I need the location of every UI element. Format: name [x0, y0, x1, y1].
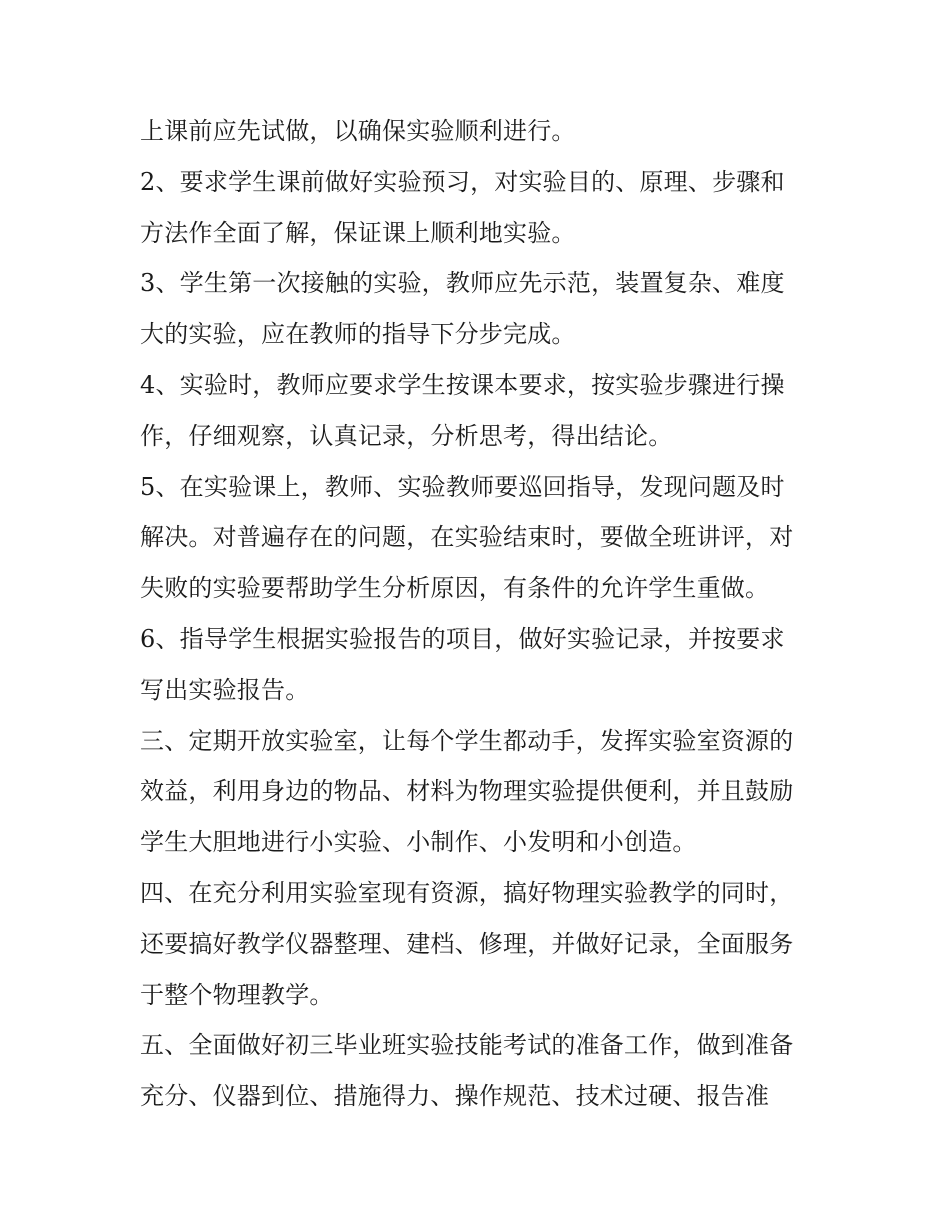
text-line: 三、定期开放实验室，让每个学生都动手，发挥实验室资源的: [140, 726, 794, 755]
text-line: 4、实验时，教师应要求学生按课本要求，按实验步骤进行操: [140, 370, 785, 399]
text-line: 四、在充分利用实验室现有资源，搞好物理实验教学的同时，: [140, 878, 794, 907]
text-line: 效益，利用身边的物品、材料为物理实验提供便利，并且鼓励: [140, 777, 794, 806]
text-line: 方法作全面了解，保证课上顺利地实验。: [140, 218, 576, 247]
text-line: 大的实验，应在教师的指导下分步完成。: [140, 320, 576, 349]
text-line: 5、在实验课上，教师、实验教师要巡回指导，发现问题及时: [140, 472, 785, 501]
text-line: 于整个物理教学。: [140, 980, 334, 1009]
text-line: 学生大胆地进行小实验、小制作、小发明和小创造。: [140, 828, 697, 857]
text-line: 五、全面做好初三毕业班实验技能考试的准备工作，做到准备: [140, 1031, 794, 1060]
text-line: 3、学生第一次接触的实验，教师应先示范，装置复杂、难度: [140, 269, 785, 298]
text-line: 6、指导学生根据实验报告的项目，做好实验记录，并按要求: [140, 624, 785, 653]
text-line: 充分、仪器到位、措施得力、操作规范、技术过硬、报告准: [140, 1082, 770, 1111]
text-line: 写出实验报告。: [140, 675, 310, 704]
text-line: 解决。对普遍存在的问题，在实验结束时，要做全班讲评，对: [140, 523, 794, 552]
text-line: 作，仔细观察，认真记录，分析思考，得出结论。: [140, 421, 673, 450]
document-body: [140, 106, 840, 1122]
text-line: 上课前应先试做，以确保实验顺利进行。: [140, 117, 576, 145]
text-line: 失败的实验要帮助学生分析原因，有条件的允许学生重做。: [140, 574, 770, 603]
text-line: 还要搞好教学仪器整理、建档、修理，并做好记录，全面服务: [140, 929, 794, 958]
text-line: 2、要求学生课前做好实验预习，对实验目的、原理、步骤和: [140, 167, 785, 196]
